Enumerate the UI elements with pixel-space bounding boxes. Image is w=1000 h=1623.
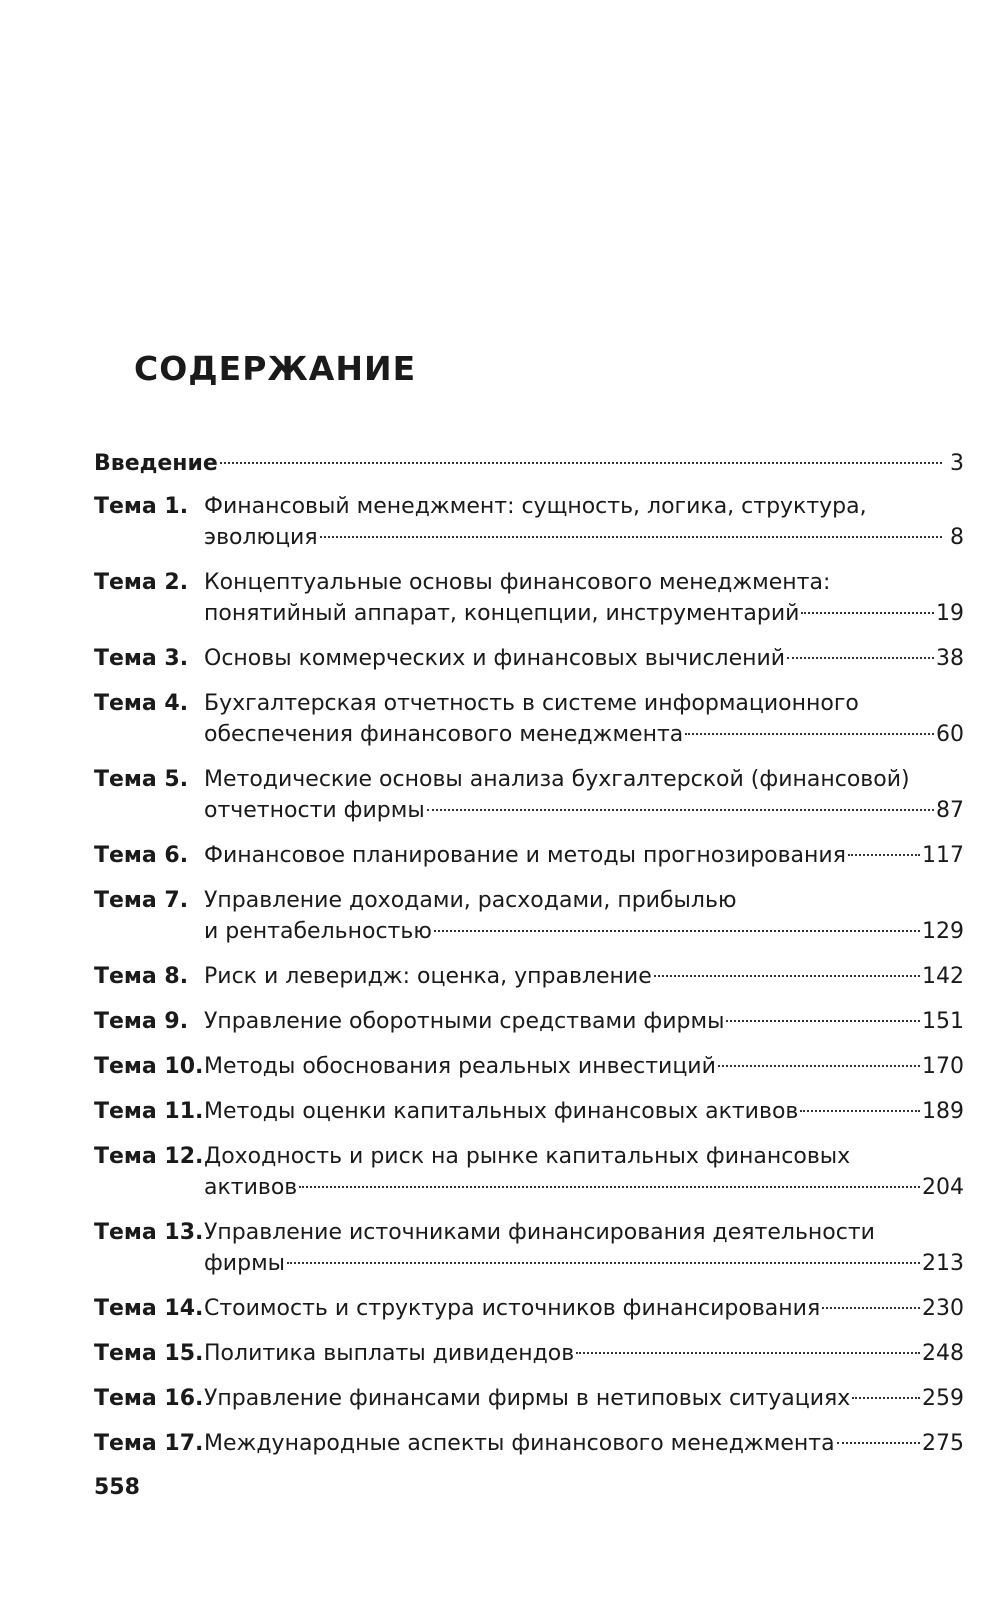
toc-page-number: 60	[936, 722, 964, 747]
toc-title-line: Методические основы анализа бухгалтерской (финансовой)	[204, 767, 910, 792]
dot-leader	[220, 462, 942, 464]
dot-leader	[287, 1262, 920, 1264]
toc-entry-6	[94, 840, 964, 871]
toc-title-line: фирмы	[204, 1251, 286, 1276]
toc-entry-body	[204, 1428, 964, 1459]
toc-entry-body	[204, 840, 964, 871]
dot-leader	[848, 854, 920, 856]
dot-leader	[434, 930, 920, 932]
toc-entry-body	[204, 1006, 964, 1037]
toc-topic-label: Тема 13.	[94, 1220, 204, 1245]
toc-page-number: 189	[922, 1099, 964, 1124]
toc-entry-2	[94, 567, 964, 629]
toc-title-line: Бухгалтерская отчетность в системе информационного	[204, 691, 859, 716]
toc-entry-15	[94, 1338, 964, 1369]
toc-entry-body	[204, 1293, 964, 1324]
toc-page-number: 19	[936, 601, 964, 626]
dot-leader	[299, 1186, 920, 1188]
toc-topic-label: Тема 4.	[94, 691, 189, 716]
folio-page-number: 558	[94, 1475, 140, 1500]
toc-page-number: 275	[922, 1431, 964, 1456]
toc-entry-body	[204, 764, 964, 826]
toc-title-line: обеспечения финансового менеджмента	[204, 722, 684, 747]
toc-entry-17	[94, 1428, 964, 1459]
toc-entry-1	[94, 491, 964, 553]
toc-title-line: Стоимость и структура источников финансирования	[204, 1296, 821, 1321]
toc-page-number: 129	[922, 919, 964, 944]
toc-entry-intro	[94, 448, 964, 479]
dot-leader	[654, 975, 920, 977]
dot-leader	[427, 809, 934, 811]
toc-topic-label: Тема 17.	[94, 1431, 204, 1456]
toc-entry-14	[94, 1293, 964, 1324]
toc-topic-label: Тема 6.	[94, 843, 189, 868]
toc-topic-label: Тема 11.	[94, 1099, 204, 1124]
toc-topic-label: Тема 10.	[94, 1054, 204, 1079]
dot-leader	[837, 1442, 920, 1444]
toc-entry-9	[94, 1006, 964, 1037]
toc-title-line: Международные аспекты финансового менеджмента	[204, 1431, 835, 1456]
toc-entry-3	[94, 643, 964, 674]
dot-leader	[787, 657, 934, 659]
toc-entry-body	[204, 1096, 964, 1127]
toc-page-number: 213	[922, 1251, 964, 1276]
toc-entry-body	[204, 1217, 964, 1279]
toc-page-number: 259	[922, 1386, 964, 1411]
toc-entry-body	[204, 1383, 964, 1414]
toc-page-number: 117	[922, 843, 964, 868]
page-title: СОДЕРЖАНИЕ	[134, 349, 417, 388]
toc-page-number: 142	[922, 964, 964, 989]
toc-entry-body	[204, 567, 964, 629]
toc-title-line: Управление оборотными средствами фирмы	[204, 1009, 725, 1034]
toc-topic-label: Тема 2.	[94, 570, 189, 595]
toc-title-line: Доходность и риск на рынке капитальных финансовых	[204, 1144, 851, 1169]
toc-entry-body	[204, 1338, 964, 1369]
toc-entry-7	[94, 885, 964, 947]
dot-leader	[726, 1020, 920, 1022]
toc-title-line: отчетности фирмы	[204, 798, 425, 823]
toc-topic-label: Тема 16.	[94, 1386, 204, 1411]
toc-topic-label: Тема 12.	[94, 1144, 204, 1169]
toc-title-line: и рентабельностью	[204, 919, 432, 944]
dot-leader	[801, 612, 934, 614]
toc-entry-10	[94, 1051, 964, 1082]
toc-page-number: 38	[936, 646, 964, 671]
toc-title-line: Финансовое планирование и методы прогнозирования	[204, 843, 846, 868]
toc-page-number: 230	[922, 1296, 964, 1321]
toc-title-line: Управление источниками финансирования деятельности	[204, 1220, 875, 1245]
toc-topic-label: Тема 1.	[94, 494, 189, 519]
toc-title-line: Политика выплаты дивидендов	[204, 1341, 575, 1366]
dot-leader	[320, 536, 942, 538]
toc-page-number: 3	[950, 451, 964, 476]
toc-entry-4	[94, 688, 964, 750]
toc-page-number: 87	[936, 798, 964, 823]
toc-title-line: Методы обоснования реальных инвестиций	[204, 1054, 716, 1079]
toc-title-line: Управление финансами фирмы в нетиповых ситуациях	[204, 1386, 851, 1411]
toc-entry-body	[94, 448, 964, 479]
toc-topic-label: Тема 9.	[94, 1009, 189, 1034]
toc-entry-13	[94, 1217, 964, 1279]
toc-entry-5	[94, 764, 964, 826]
toc-entry-11	[94, 1096, 964, 1127]
dot-leader	[685, 733, 934, 735]
toc-intro-label: Введение	[94, 451, 218, 476]
toc-entry-body	[204, 885, 964, 947]
toc-entry-8	[94, 961, 964, 992]
toc-title-line: активов	[204, 1175, 298, 1200]
toc-title-line: Методы оценки капитальных финансовых активов	[204, 1099, 799, 1124]
toc-entry-body	[204, 1141, 964, 1203]
toc-entry-body	[204, 491, 964, 553]
toc-entry-16	[94, 1383, 964, 1414]
toc-page-number: 170	[922, 1054, 964, 1079]
toc-page-number: 248	[922, 1341, 964, 1366]
table-of-contents	[94, 448, 964, 1473]
toc-entry-body	[204, 688, 964, 750]
toc-topic-label: Тема 7.	[94, 888, 189, 913]
toc-topic-label: Тема 3.	[94, 646, 189, 671]
toc-page-number: 8	[950, 525, 964, 550]
toc-entry-body	[204, 643, 964, 674]
toc-title-line: Концептуальные основы финансового менеджмента:	[204, 570, 831, 595]
toc-topic-label: Тема 15.	[94, 1341, 204, 1366]
dot-leader	[718, 1065, 920, 1067]
toc-entry-body	[204, 1051, 964, 1082]
toc-title-line: понятийный аппарат, концепции, инструментарий	[204, 601, 800, 626]
toc-entry-12	[94, 1141, 964, 1203]
dot-leader	[822, 1307, 920, 1309]
dot-leader	[800, 1110, 920, 1112]
toc-entry-body	[204, 961, 964, 992]
toc-title-line: Основы коммерческих и финансовых вычислений	[204, 646, 786, 671]
toc-topic-label: Тема 8.	[94, 964, 189, 989]
toc-title-line: Управление доходами, расходами, прибылью	[204, 888, 737, 913]
toc-title-line: эволюция	[204, 525, 318, 550]
toc-page-number: 204	[922, 1175, 964, 1200]
dot-leader	[576, 1352, 920, 1354]
toc-page-number: 151	[922, 1009, 964, 1034]
toc-topic-label: Тема 14.	[94, 1296, 204, 1321]
dot-leader	[852, 1397, 920, 1399]
toc-topic-label: Тема 5.	[94, 767, 189, 792]
toc-title-line: Финансовый менеджмент: сущность, логика, структура,	[204, 494, 867, 519]
toc-title-line: Риск и леверидж: оценка, управление	[204, 964, 652, 989]
